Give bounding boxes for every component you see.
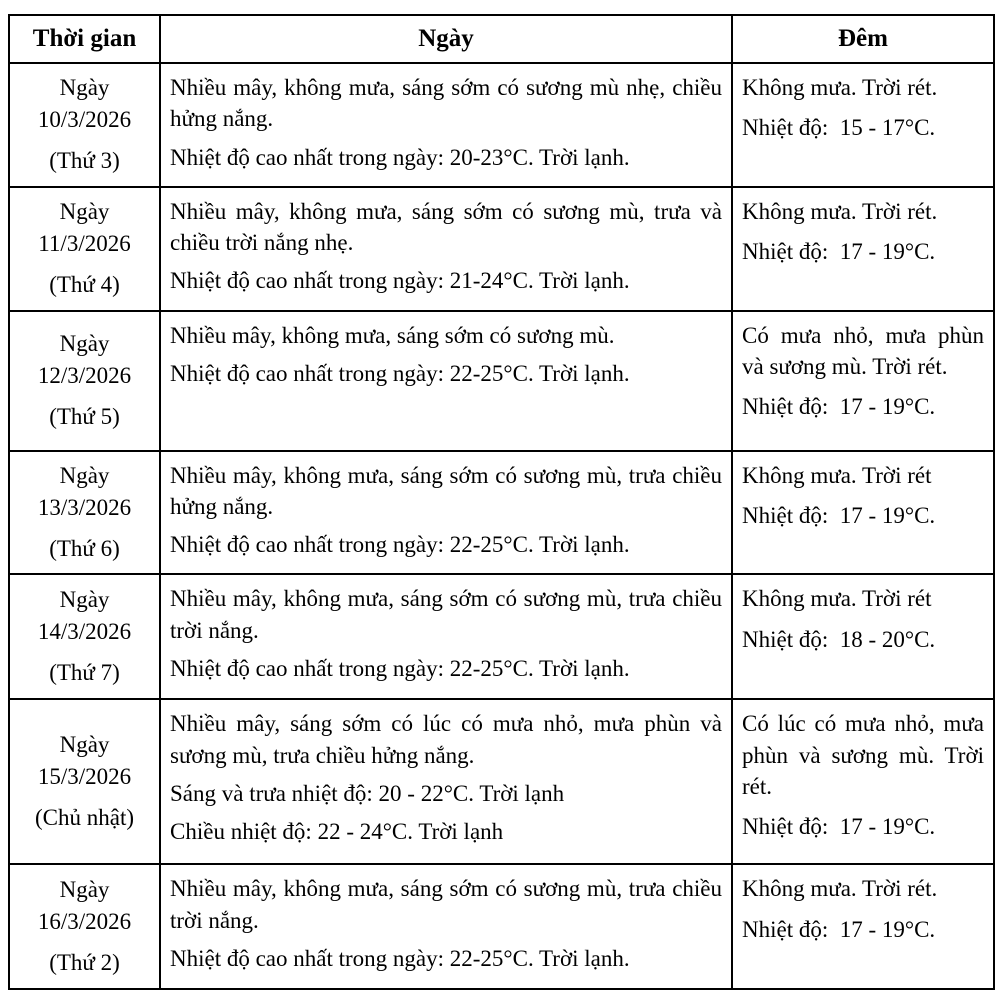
night-forecast-cell-paragraph: Không mưa. Trời rét.	[742, 876, 938, 902]
day-forecast-cell	[160, 574, 732, 699]
night-forecast-cell-paragraph: Nhiệt độ: 17 - 19°C.	[742, 394, 936, 420]
day-forecast-cell-paragraph: Nhiều mây, không mưa, sáng sớm có sương mù nhẹ, chiều hửng nắng.	[170, 75, 722, 132]
time-date-line: Ngày	[59, 877, 110, 903]
day-forecast-cell-paragraph: Nhiều mây, sáng sớm có lúc có mưa nhỏ, mưa phùn và sương mù, trưa chiều hửng nắng.	[170, 711, 722, 768]
time-date-line: Ngày	[59, 198, 110, 224]
time-day-of-week: (Thứ 6)	[49, 536, 120, 562]
time-date-line: 13/3/2026	[37, 494, 132, 520]
night-forecast-cell-paragraph: Không mưa. Trời rét.	[742, 198, 938, 224]
column-header-day: Ngày	[160, 15, 732, 63]
night-forecast-cell-paragraph: Không mưa. Trời rét.	[742, 75, 938, 100]
day-forecast-cell-paragraph: Sáng và trưa nhiệt độ: 20 - 22°C. Trời lạnh	[170, 780, 565, 806]
time-cell	[9, 451, 160, 575]
night-forecast-cell-paragraph: Nhiệt độ: 15 - 17°C.	[742, 115, 936, 141]
time-cell	[9, 63, 160, 187]
column-header-time: Thời gian	[9, 15, 160, 63]
night-forecast-cell-paragraph: Không mưa. Trời rét	[742, 586, 932, 612]
time-date-line: Ngày	[59, 587, 110, 613]
table-row	[9, 451, 994, 575]
night-forecast-cell-paragraph: Không mưa. Trời rét	[742, 462, 932, 488]
day-forecast-cell	[160, 864, 732, 989]
time-date-line: 12/3/2026	[37, 363, 132, 388]
time-cell	[9, 311, 160, 451]
day-forecast-cell	[160, 699, 732, 864]
time-date-line: Ngày	[59, 330, 110, 356]
day-forecast-cell-paragraph: Nhiều mây, không mưa, sáng sớm có sương mù, trưa chiều trời nắng.	[170, 586, 722, 643]
table-row	[9, 311, 994, 451]
day-forecast-cell-paragraph: Nhiều mây, không mưa, sáng sớm có sương mù, trưa và chiều trời nắng nhẹ.	[170, 198, 722, 256]
night-forecast-cell-paragraph: Có mưa nhỏ, mưa phùn và sương mù. Trời rét.	[742, 322, 984, 379]
time-day-of-week: (Thứ 4)	[49, 272, 120, 298]
table-row	[9, 574, 994, 699]
time-day-of-week: (Thứ 7)	[49, 660, 120, 686]
day-forecast-cell	[160, 451, 732, 575]
time-day-of-week: (Thứ 5)	[49, 404, 120, 430]
column-header-night: Đêm	[732, 15, 994, 63]
time-cell	[9, 864, 160, 989]
day-forecast-cell-paragraph: Nhiệt độ cao nhất trong ngày: 21-24°C. Trời lạnh.	[170, 268, 630, 294]
time-day-of-week: (Chủ nhật)	[34, 805, 134, 831]
night-forecast-cell-paragraph: Nhiệt độ: 17 - 19°C.	[742, 502, 936, 528]
night-forecast-cell-paragraph: Nhiệt độ: 18 - 20°C.	[742, 626, 936, 652]
day-forecast-cell-paragraph: Nhiệt độ cao nhất trong ngày: 22-25°C. Trời lạnh.	[170, 945, 630, 971]
table-header-row	[9, 15, 994, 63]
day-forecast-cell-paragraph: Chiều nhiệt độ: 22 - 24°C. Trời lạnh	[170, 819, 504, 845]
night-forecast-cell	[732, 187, 994, 311]
day-forecast-cell-paragraph: Nhiệt độ cao nhất trong ngày: 20-23°C. Trời lạnh.	[170, 144, 630, 170]
night-forecast-cell	[732, 864, 994, 989]
time-day-of-week: (Thứ 3)	[49, 148, 120, 174]
table-body	[9, 63, 994, 989]
time-day-of-week: (Thứ 2)	[49, 950, 120, 976]
night-forecast-cell-paragraph: Nhiệt độ: 17 - 19°C.	[742, 239, 936, 265]
weather-forecast-table	[8, 14, 995, 990]
day-forecast-cell-paragraph: Nhiều mây, không mưa, sáng sớm có sương mù, trưa chiều trời nắng.	[170, 876, 722, 933]
time-cell	[9, 574, 160, 699]
time-date-line: 15/3/2026	[37, 764, 132, 790]
day-forecast-cell	[160, 63, 732, 187]
table-row	[9, 63, 994, 187]
day-forecast-cell	[160, 187, 732, 311]
table-row	[9, 187, 994, 311]
time-date-line: 14/3/2026	[37, 619, 132, 645]
time-cell	[9, 187, 160, 311]
night-forecast-cell-paragraph: Nhiệt độ: 17 - 19°C.	[742, 814, 936, 840]
time-date-line: Ngày	[59, 75, 110, 101]
night-forecast-cell	[732, 311, 994, 451]
night-forecast-cell-paragraph: Có lúc có mưa nhỏ, mưa phùn và sương mù. Trời rét.	[742, 711, 984, 799]
time-date-line: 11/3/2026	[38, 231, 131, 257]
time-date-line: 16/3/2026	[37, 909, 132, 935]
time-cell	[9, 699, 160, 864]
night-forecast-cell	[732, 451, 994, 575]
day-forecast-cell-paragraph: Nhiệt độ cao nhất trong ngày: 22-25°C. Trời lạnh.	[170, 655, 630, 681]
night-forecast-cell	[732, 63, 994, 187]
day-forecast-cell-paragraph: Nhiều mây, không mưa, sáng sớm có sương mù, trưa chiều hửng nắng.	[170, 462, 722, 519]
day-forecast-cell-paragraph: Nhiệt độ cao nhất trong ngày: 22-25°C. Trời lạnh.	[170, 532, 630, 558]
night-forecast-cell-paragraph: Nhiệt độ: 17 - 19°C.	[742, 916, 936, 942]
table-row	[9, 699, 994, 864]
day-forecast-cell	[160, 311, 732, 451]
time-date-line: Ngày	[59, 732, 110, 758]
night-forecast-cell	[732, 699, 994, 864]
day-forecast-cell-paragraph: Nhiều mây, không mưa, sáng sớm có sương mù.	[170, 322, 615, 348]
time-date-line: Ngày	[59, 462, 110, 488]
table-row	[9, 864, 994, 989]
day-forecast-cell-paragraph: Nhiệt độ cao nhất trong ngày: 22-25°C. Trời lạnh.	[170, 360, 630, 386]
time-date-line: 10/3/2026	[37, 107, 132, 133]
night-forecast-cell	[732, 574, 994, 699]
